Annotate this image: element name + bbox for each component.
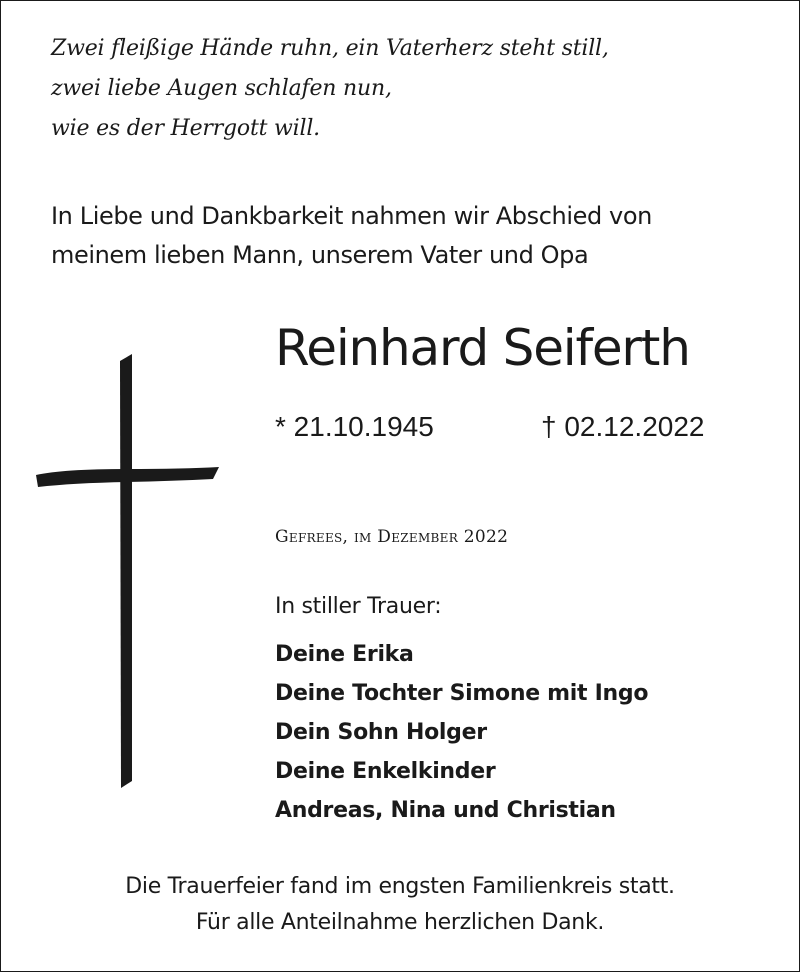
mourner-name: Dein Sohn Holger: [275, 720, 487, 745]
closing-text: [1, 869, 799, 941]
poem-line: Zwei fleißige Hände ruhn, ein Vaterherz steht still,: [51, 36, 609, 61]
mourner-name: Deine Tochter Simone mit Ingo: [275, 681, 649, 706]
intro-line: meinem lieben Mann, unserem Vater und Opa: [51, 241, 589, 269]
poem-line: zwei liebe Augen schlafen nun,: [51, 76, 392, 101]
cross-icon: [33, 351, 223, 796]
mourner-name: Deine Erika: [275, 642, 414, 667]
mourning-label: In stiller Trauer:: [275, 594, 442, 619]
life-dates: [275, 407, 705, 447]
mourner-name: Andreas, Nina und Christian: [275, 798, 616, 823]
intro-text: [51, 197, 652, 275]
birth-date: * 21.10.1945: [275, 411, 434, 442]
place-date: Gefrees, im Dezember 2022: [275, 527, 509, 547]
death-date: † 02.12.2022: [541, 411, 705, 442]
intro-line: In Liebe und Dankbarkeit nahmen wir Abschied von: [51, 202, 652, 230]
mourners-list: [275, 635, 648, 830]
closing-line: Die Trauerfeier fand im engsten Familienkreis statt.: [125, 874, 675, 899]
poem-line: wie es der Herrgott will.: [51, 116, 320, 141]
poem: [51, 29, 609, 149]
closing-line: Für alle Anteilnahme herzlichen Dank.: [195, 910, 605, 935]
deceased-name: Reinhard Seiferth: [275, 319, 690, 377]
mourner-name: Deine Enkelkinder: [275, 759, 496, 784]
